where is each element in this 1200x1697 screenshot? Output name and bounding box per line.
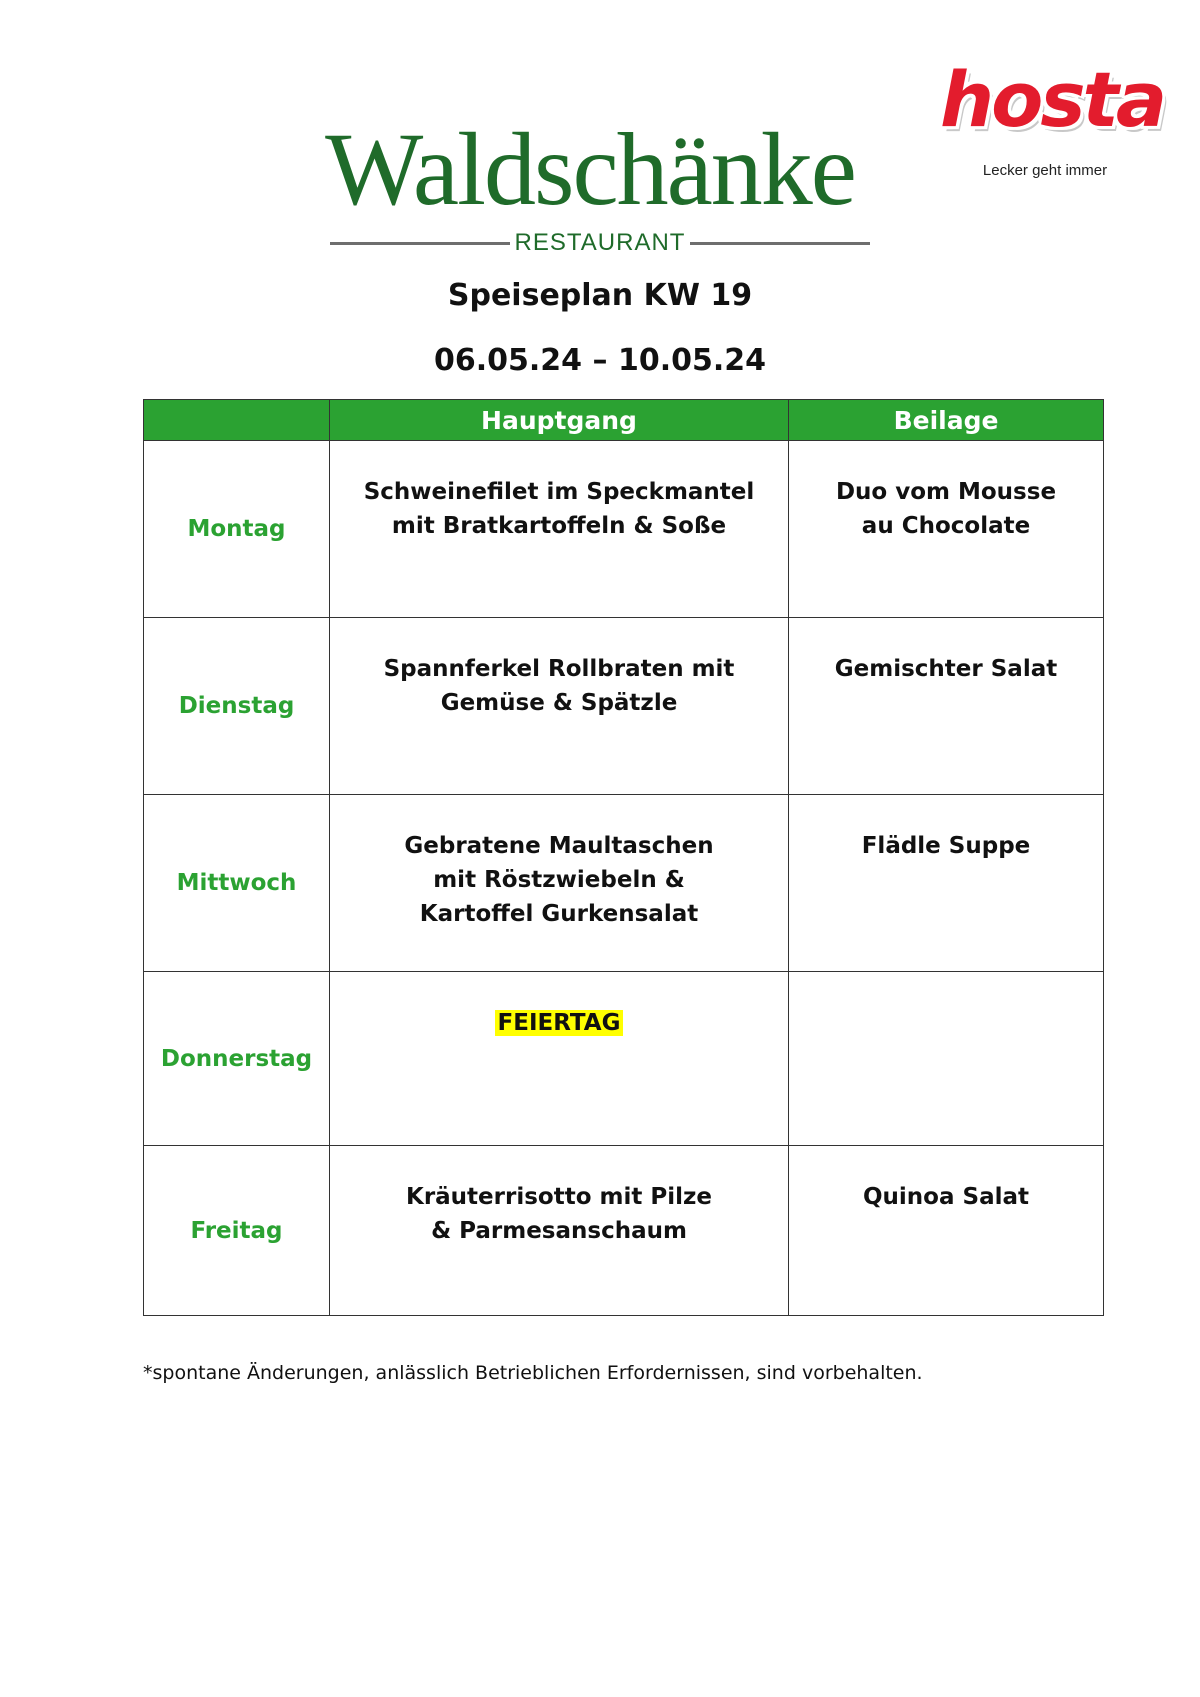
side-cell: Quinoa Salat xyxy=(789,1146,1104,1316)
day-cell: Donnerstag xyxy=(144,972,330,1146)
day-cell: Montag xyxy=(144,441,330,618)
restaurant-subtitle-row xyxy=(330,228,870,258)
side-cell xyxy=(789,972,1104,1146)
logo-divider-left xyxy=(330,242,510,245)
main-course-cell: Spannferkel Rollbraten mit Gemüse & Spätzle xyxy=(330,618,789,795)
table-row xyxy=(144,1146,1104,1316)
footnote: *spontane Änderungen, anlässlich Betrieblichen Erfordernissen, sind vorbehalten. xyxy=(143,1362,923,1384)
main-course-cell: Kräuterrisotto mit Pilze & Parmesanschaum xyxy=(330,1146,789,1316)
day-cell: Freitag xyxy=(144,1146,330,1316)
table-row xyxy=(144,441,1104,618)
side-cell: Flädle Suppe xyxy=(789,795,1104,972)
main-course-cell: Schweinefilet im Speckmantel mit Bratkartoffeln & Soße xyxy=(330,441,789,618)
logo-divider-right xyxy=(690,242,870,245)
page-title: Speiseplan KW 19 xyxy=(447,278,753,313)
date-range: 06.05.24 – 10.05.24 xyxy=(434,343,766,378)
side-cell: Gemischter Salat xyxy=(789,618,1104,795)
waldschaenke-logo: Waldschänke xyxy=(325,112,855,227)
hosta-tagline: Lecker geht immer xyxy=(982,162,1108,179)
header-side: Beilage xyxy=(789,400,1104,441)
day-cell: Dienstag xyxy=(144,618,330,795)
header-main-course: Hauptgang xyxy=(330,400,789,441)
day-cell: Mittwoch xyxy=(144,795,330,972)
hosta-logo: hosta xyxy=(940,55,1165,144)
table-row xyxy=(144,972,1104,1146)
table-row xyxy=(144,618,1104,795)
side-cell: Duo vom Mousse au Chocolate xyxy=(789,441,1104,618)
restaurant-subtitle: RESTAURANT xyxy=(514,229,686,256)
holiday-highlight: FEIERTAG xyxy=(495,1010,624,1036)
table-header-row xyxy=(144,400,1104,441)
menu-table xyxy=(143,399,1104,1316)
header-day xyxy=(144,400,330,441)
table-row xyxy=(144,795,1104,972)
main-course-cell: Gebratene Maultaschen mit Röstzwiebeln & Kartoffel Gurkensalat xyxy=(330,795,789,972)
main-course-cell xyxy=(330,972,789,1146)
